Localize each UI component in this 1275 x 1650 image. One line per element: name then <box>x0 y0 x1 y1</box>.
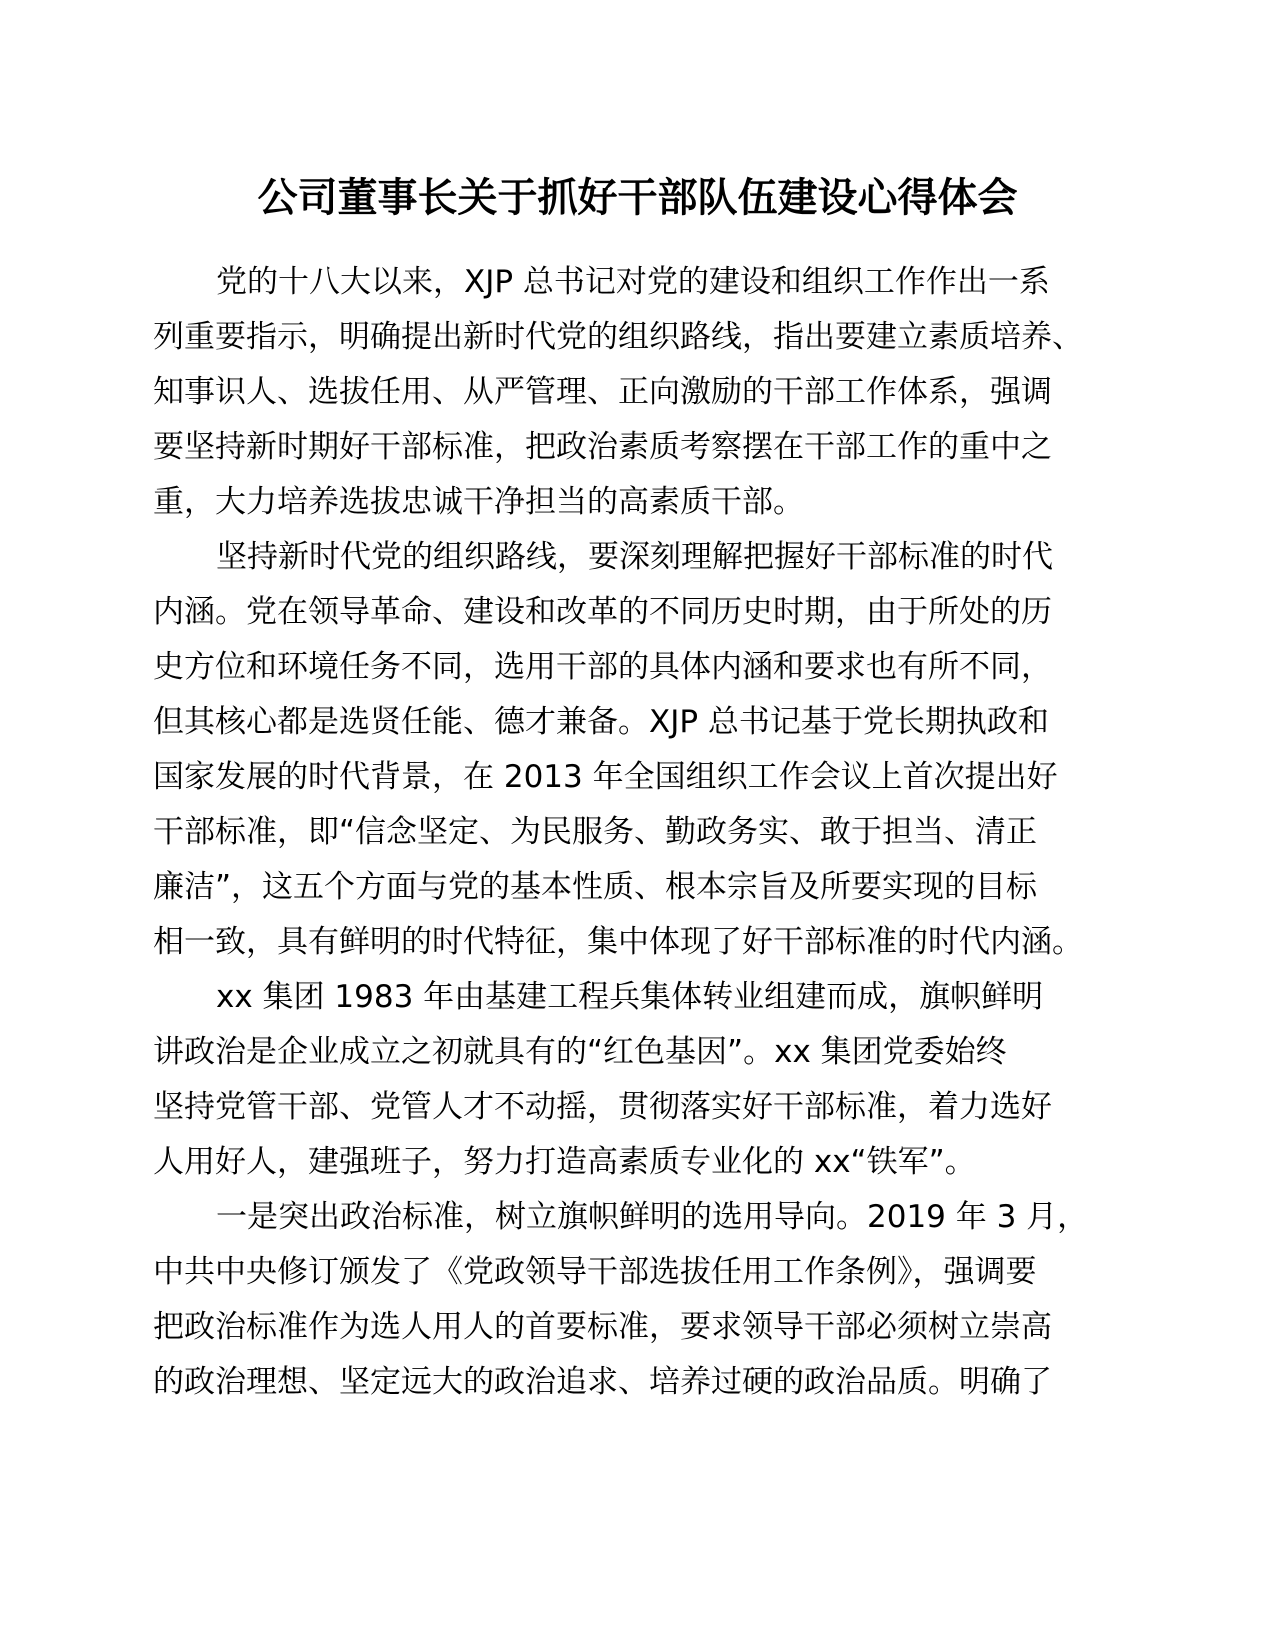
text-line: 坚持党管干部、党管人才不动摇，贯彻落实好干部标准，着力选好 <box>153 1089 1052 1125</box>
text-line: 干部标准，即“信念坚定、为民服务、勤政务实、敢于担当、清正 <box>153 814 1038 850</box>
text-line: 的政治理想、坚定远大的政治追求、培养过硬的政治品质。明确了 <box>153 1364 1052 1400</box>
text-line: 党的十八大以来，XJP 总书记对党的建设和组织工作作出一系 <box>216 264 1050 300</box>
text-line: 列重要指示，明确提出新时代党的组织路线，指出要建立素质培养、 <box>153 319 1083 355</box>
text-line: 要坚持新时期好干部标准，把政治素质考察摆在干部工作的重中之 <box>153 429 1052 465</box>
text-line: 讲政治是企业成立之初就具有的“红色基因”。xx 集团党委始终 <box>153 1034 1007 1070</box>
text-line: 史方位和环境任务不同，选用干部的具体内涵和要求也有所不同， <box>153 649 1052 685</box>
text-line: 国家发展的时代背景，在 2013 年全国组织工作会议上首次提出好 <box>153 759 1058 795</box>
text-line: 重，大力培养选拔忠诚干净担当的高素质干部。 <box>153 484 804 520</box>
text-line: 但其核心都是选贤任能、德才兼备。XJP 总书记基于党长期执政和 <box>153 704 1049 740</box>
text-line: xx 集团 1983 年由基建工程兵集体转业组建而成，旗帜鲜明 <box>216 979 1044 1015</box>
text-line: 把政治标准作为选人用人的首要标准，要求领导干部必须树立崇高 <box>153 1309 1052 1345</box>
document-body <box>153 255 1122 1410</box>
text-line: 坚持新时代党的组织路线，要深刻理解把握好干部标准的时代 <box>216 539 1053 575</box>
text-line: 中共中央修订颁发了《党政领导干部选拔任用工作条例》，强调要 <box>153 1254 1037 1290</box>
document-title: 公司董事长关于抓好干部队伍建设心得体会 <box>257 175 1018 221</box>
text-line: 一是突出政治标准，树立旗帜鲜明的选用导向。2019 年 3 月， <box>216 1199 1089 1235</box>
text-line: 人用好人，建强班子，努力打造高素质专业化的 xx“铁军”。 <box>153 1144 976 1180</box>
text-line: 廉洁”，这五个方面与党的基本性质、根本宗旨及所要实现的目标 <box>153 869 1038 905</box>
text-line: 相一致，具有鲜明的时代特征，集中体现了好干部标准的时代内涵。 <box>153 924 1083 960</box>
text-line: 知事识人、选拔任用、从严管理、正向激励的干部工作体系，强调 <box>153 374 1052 410</box>
text-line: 内涵。党在领导革命、建设和改革的不同历史时期，由于所处的历 <box>153 594 1052 630</box>
